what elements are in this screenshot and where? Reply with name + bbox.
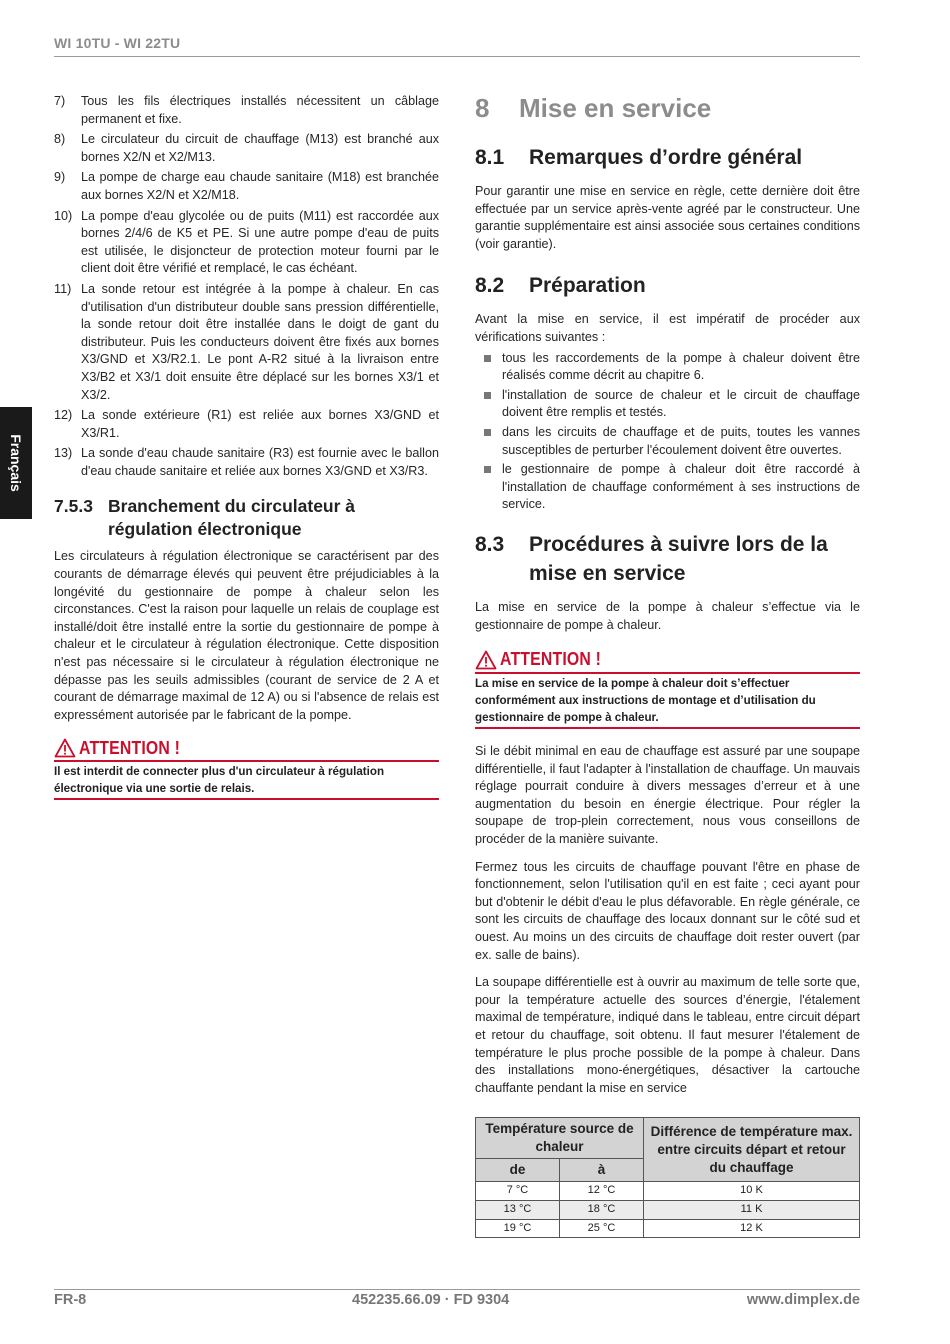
list-item xyxy=(54,281,439,404)
footer-page-number: FR-8 xyxy=(54,1292,87,1308)
list-item-number: 13) xyxy=(54,446,73,461)
list-item-number: 12) xyxy=(54,408,73,423)
attention-header xyxy=(54,736,439,762)
list-item-number: 10) xyxy=(54,208,73,223)
list-item xyxy=(54,208,439,278)
header-divider xyxy=(54,56,860,57)
attention-text: Il est interdit de connecter plus d'un circulateur à régulation électronique via une sortie de relais. xyxy=(54,762,439,800)
warning-triangle-icon xyxy=(475,650,497,670)
left-column xyxy=(54,93,439,814)
table-row xyxy=(476,1182,860,1201)
column-header-to: à xyxy=(560,1159,644,1182)
section-8-2-heading xyxy=(475,271,860,300)
paragraph-open-valve: La soupape différentielle est à ouvrir au maximum de telle sorte que, pour la température actuelle des sources d’énergie, l'étalement maximal de température, indiqué dans le tableau, entre circuit départ et retour du chauffage, soit obtenu. Il faut mesurer l'étalement de température le plus proche possible de la pompe à chaleur. Dans des installations mono-énergétiques, désactiver la cartouche chauffante pendant la mise en service xyxy=(475,975,860,1095)
cell-diff: 11 K xyxy=(644,1200,860,1219)
document-header-title: WI 10TU - WI 22TU xyxy=(54,35,181,51)
section-8-3-intro: La mise en service de la pompe à chaleur s’effectue via le gestionnaire de pompe à chaleur. xyxy=(475,599,860,632)
section-number: 7.5.3 xyxy=(54,496,93,517)
temperature-spread-table xyxy=(475,1117,860,1238)
column-header-max-difference: Différence de température max. entre circuits départ et retour du chauffage xyxy=(644,1118,860,1182)
attention-box-commissioning xyxy=(475,648,860,729)
paragraph-close-circuits: Fermez tous les circuits de chauffage pouvant l'être en phase de fonctionnement, selon l'utilisation qu'il en est faite ; ceci ayant pour but d'obtenir le débit d'eau le plus défavorable. En règle générale, ce sont les circuits de chauffage des locaux donnant sur le côté sud et ouest. Au moins un des circuits de chauffage doit rester ouvert (par ex. salle de bains). xyxy=(475,859,860,962)
table-row xyxy=(476,1200,860,1219)
list-item-text: Tous les fils électriques installés nécessitent un câblage permanent et fixe. xyxy=(81,94,439,126)
footer-document-id: 452235.66.09 · FD 9304 xyxy=(352,1292,510,1308)
section-number: 8.1 xyxy=(475,146,505,169)
list-item-number: 11) xyxy=(54,281,72,296)
section-8-2-intro: Avant la mise en service, il est impératif de procéder aux vérifications suivantes : xyxy=(475,312,860,344)
list-item: dans les circuits de chauffage et de puits, toutes les vannes susceptibles de perturber l'écoulement doivent être ouvertes. xyxy=(475,424,860,459)
cell-from: 19 °C xyxy=(476,1219,560,1238)
chapter-title: Mise en service xyxy=(519,93,712,123)
footer-divider xyxy=(54,1289,860,1290)
wiring-numbered-list xyxy=(54,93,439,480)
column-header-source-temperature: Température source de chaleur xyxy=(476,1118,644,1159)
section-number: 8.2 xyxy=(475,274,505,298)
list-item-text: La sonde d'eau chaude sanitaire (R3) est fournie avec le ballon d'eau chaude sanitaire et reliée aux bornes X3/GND et X3/R3. xyxy=(81,446,439,478)
table-row xyxy=(476,1219,860,1238)
attention-text: La mise en service de la pompe à chaleur doit s’effectuer conformément aux instructions de montage et d’utilisation du gestionnaire de pompe à chaleur. xyxy=(475,674,860,729)
cell-from: 7 °C xyxy=(476,1182,560,1201)
cell-from: 13 °C xyxy=(476,1200,560,1219)
section-8-1-text: Pour garantir une mise en service en règle, cette dernière doit être effectuée par un service après-vente agréé par le constructeur. Une garantie supplémentaire est ainsi associée sous certaines conditions (voir garantie). xyxy=(475,184,860,251)
cell-diff: 10 K xyxy=(644,1182,860,1201)
paragraph-differential-valve: Si le débit minimal en eau de chauffage est assuré par une soupape différentielle, il faut l'adapter à l'installation de chauffage. Un mauvais réglage pourrait conduire à divers messages d’erreur et à une augmentation du besoin en énergie électrique. Pour régler la soupape de trop-plein correctement, nous vous conseillons de procéder de la manière suivante. xyxy=(475,744,860,847)
warning-triangle-icon xyxy=(54,738,76,758)
chapter-heading xyxy=(475,93,860,123)
section-title: Procédures à suivre lors de la mise en service xyxy=(529,532,828,585)
list-item-number: 8) xyxy=(54,132,66,147)
attention-header xyxy=(475,648,860,674)
attention-title: ATTENTION ! xyxy=(500,649,602,670)
list-item-number: 9) xyxy=(54,170,66,185)
section-7-5-3-heading xyxy=(54,495,439,541)
list-item-text: La sonde retour est intégrée à la pompe à chaleur. En cas d'utilisation d'un distributeur double sans pression différentielle, la sonde retour doit être installée dans le doigt de gant du distributeur. Puis les conducteurs doivent être fixés aux bornes X3/GND et X3/R2.1. Le pont A-R2 situé à la livraison entre X3/B2 et X3/1 doit ensuite être déplacé sur les bornes X3/1 et X3/2. xyxy=(81,281,439,402)
attention-title: ATTENTION ! xyxy=(79,737,181,758)
section-title: Branchement du circulateur à régulation électronique xyxy=(108,496,356,540)
list-item xyxy=(54,407,439,442)
chapter-number: 8 xyxy=(475,93,490,123)
attention-box-relay xyxy=(54,736,439,800)
section-title: Préparation xyxy=(529,274,646,298)
list-item xyxy=(54,93,439,128)
list-item-text: Le circulateur du circuit de chauffage (M13) est branché aux bornes X2/N et X2/M13. xyxy=(81,132,439,164)
list-item-text: La pompe d'eau glycolée ou de puits (M11) est raccordée aux bornes 2/4/6 de K5 et PE. Si une autre pompe d'eau de puits est utilisée, le disjoncteur de protection moteur fourni par le client doit être vérifié et remplacé, le cas échéant. xyxy=(81,208,439,276)
cell-to: 12 °C xyxy=(560,1182,644,1201)
list-item: le gestionnaire de pompe à chaleur doit être raccordé à l'installation de chauffage conformément à ses instructions de service. xyxy=(475,461,860,514)
list-item xyxy=(54,131,439,166)
column-header-from: de xyxy=(476,1159,560,1182)
section-7-5-3-text: Les circulateurs à régulation électronique se caractérisent par des courants de démarrage élevés qui peuvent être préjudiciables à la longévité du gestionnaire de pompe à chaleur selon les circonstances. C'est la raison pour laquelle un relais de couplage est installé/doit être installé entre la sortie du gestionnaire de pompe à chaleur et le circulateur à régulation électronique. Cette disposition n'est pas nécessaire si le circulateur à régulation électronique ne dépasse pas les seuils admissibles (courant de service de 2 A et courant de démarrage maximal de 12 A) ou si l'absence de relais est expressément autorisée par le fabricant de la pompe. xyxy=(54,549,439,722)
list-item-text: La pompe de charge eau chaude sanitaire (M18) est branchée aux bornes X2/N et X2/M18. xyxy=(81,170,439,202)
language-label: Français xyxy=(8,434,24,492)
list-item-number: 7) xyxy=(54,94,66,108)
section-8-3-heading xyxy=(475,530,860,588)
list-item: tous les raccordements de la pompe à chaleur doivent être réalisés comme décrit au chapitre 6. xyxy=(475,350,860,385)
list-item: l'installation de source de chaleur et le circuit de chauffage doivent être remplis et testés. xyxy=(475,387,860,422)
list-item-text: La sonde extérieure (R1) est reliée aux bornes X3/GND et X3/R1. xyxy=(81,408,439,440)
right-column xyxy=(475,93,860,1238)
section-8-1-heading xyxy=(475,143,860,172)
preparation-checklist xyxy=(475,350,860,514)
list-item xyxy=(54,169,439,204)
cell-diff: 12 K xyxy=(644,1219,860,1238)
table-header-row xyxy=(476,1118,860,1159)
list-item xyxy=(54,445,439,480)
cell-to: 25 °C xyxy=(560,1219,644,1238)
cell-to: 18 °C xyxy=(560,1200,644,1219)
footer-website-link[interactable]: www.dimplex.de xyxy=(746,1292,860,1308)
section-number: 8.3 xyxy=(475,532,505,556)
language-side-tab xyxy=(0,407,32,519)
section-title: Remarques d’ordre général xyxy=(529,146,803,169)
